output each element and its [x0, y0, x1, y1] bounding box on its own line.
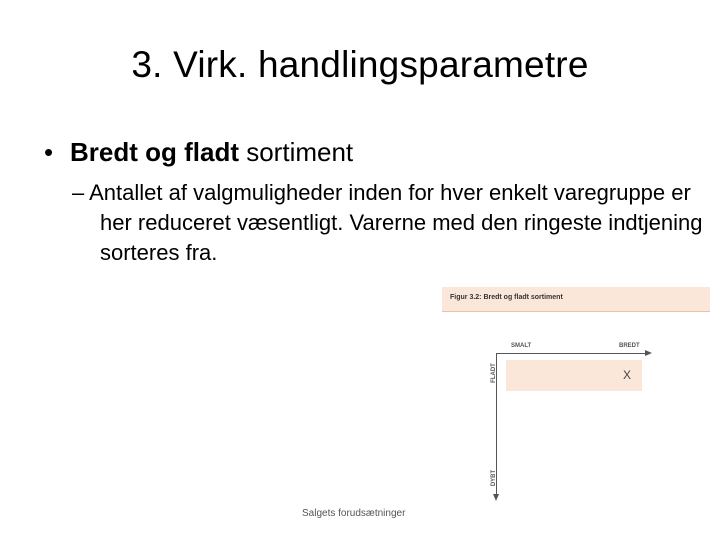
- bullet-bold-text: Bredt og fladt: [70, 137, 239, 167]
- axis-label-smalt: SMALT: [511, 343, 532, 349]
- figure-caption: Figur 3.2: Bredt og fladt sortiment: [442, 287, 710, 312]
- bullet-marker: •: [44, 137, 54, 167]
- arrow-right-icon: [645, 350, 652, 356]
- arrow-down-icon: [493, 494, 499, 501]
- cell-mark: X: [623, 368, 632, 382]
- bullet-sub: – Antallet af valgmuligheder inden for hver enkelt varegruppe er her reduceret væsentligt. Varerne med den ringeste indtjening sorteres fra.: [72, 180, 703, 265]
- slide-title: 3. Virk. handlingsparametre: [131, 44, 589, 85]
- slide-footer: Salgets forudsætninger: [302, 508, 406, 519]
- bullet-rest-text: sortiment: [239, 137, 354, 167]
- horizontal-axis: [496, 353, 646, 354]
- axis-label-bredt: BREDT: [619, 343, 640, 349]
- axis-label-fladt: FLADT: [490, 363, 497, 383]
- axis-label-dybt: DYBT: [491, 469, 498, 487]
- highlight-cell: [506, 360, 642, 391]
- bullet-main: [44, 136, 353, 168]
